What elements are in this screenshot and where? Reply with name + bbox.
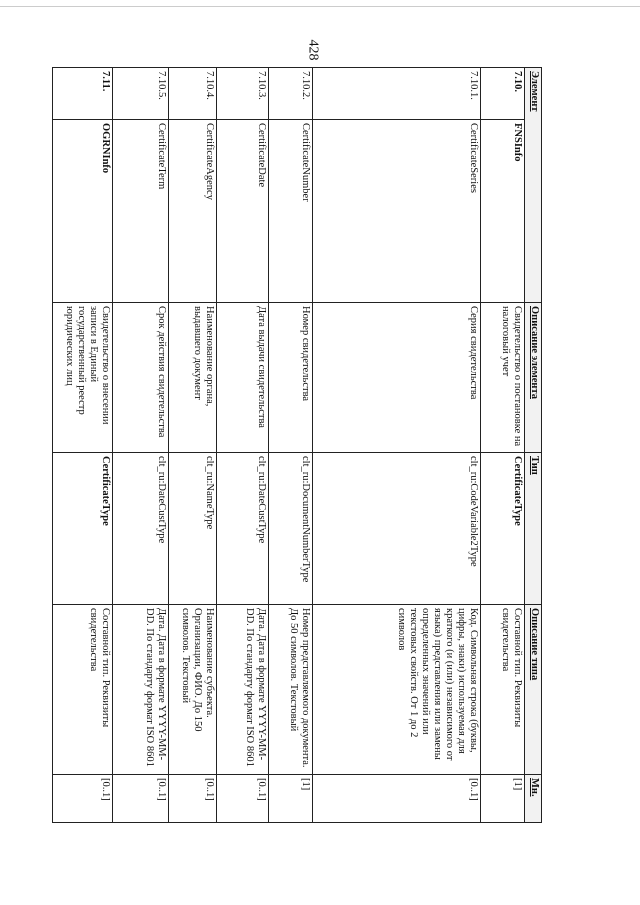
row-element-name: OGRNInfo [53,120,113,303]
row-element-name: CertificateSeries [313,120,481,303]
row-number: 7.10.3. [217,68,269,120]
row-element-name: CertificateAgency [169,120,217,303]
row-type: clt_ru:DateCustType [113,453,169,605]
row-multiplicity: [0..1] [113,775,169,823]
row-type: CertificateType [53,453,113,605]
page-number: 428 [305,39,321,61]
table-row [53,68,113,823]
row-number: 7.10. [481,68,525,120]
row-type-description: Код. Символьная строка (буквы, цифры, знаки) используемая для краткого (и (или) независимого от языка) представления или замены определенных значений или текстовых свойств. От 1 до 2 символов [313,605,481,775]
row-multiplicity: [1] [269,775,313,823]
schema-table [52,67,542,823]
row-element-name: FNSInfo [481,120,525,303]
row-element-name: CertificateNumber [269,120,313,303]
header-element-description: Описание элемента [525,303,542,453]
table-row [169,68,217,823]
table-header-row [525,68,542,823]
row-number: 7.10.5. [113,68,169,120]
row-type: clt_ru:CodeVariable2Type [313,453,481,605]
row-type-description: Составной тип. Реквизиты свидетельства [53,605,113,775]
scan-edge-line [0,6,640,7]
row-type: CertificateType [481,453,525,605]
row-multiplicity: [1] [481,775,525,823]
row-type: clt_ru:NameType [169,453,217,605]
header-type-description: Описание типа [525,605,542,775]
row-number: 7.11. [53,68,113,120]
row-element-description: Номер свидетельства [269,303,313,453]
row-type-description: Составной тип. Реквизиты свидетельства [481,605,525,775]
row-multiplicity: [0..1] [169,775,217,823]
row-multiplicity: [0..1] [313,775,481,823]
row-element-description: Свидетельство о постановке на налоговый учет [481,303,525,453]
row-element-name: CertificateTerm [113,120,169,303]
row-type-description: Дата. Дата в формате YYYY-MM-DD. По стандарту формат ISO 8601 [113,605,169,775]
row-element-description: Наименование органа, выдавшего документ [169,303,217,453]
row-element-description: Дата выдачи свидетельства [217,303,269,453]
row-type-description: Номер представляемого документа. До 50 символов. Текстовый [269,605,313,775]
row-type-description: Дата. Дата в формате YYYY-MM-DD. По стандарту формат ISO 8601 [217,605,269,775]
header-multiplicity: Мн. [525,775,542,823]
row-element-name: CertificateDate [217,120,269,303]
header-type: Тип [525,453,542,605]
row-multiplicity: [0..1] [217,775,269,823]
table-row [313,68,481,823]
row-element-description: Серия свидетельства [313,303,481,453]
table-row [269,68,313,823]
table-row [481,68,525,823]
table-row [217,68,269,823]
row-type-description: Наименование субъекта. Организации, ФИО. До 150 символов. Текстовый [169,605,217,775]
row-element-description: Свидетельство о внесении записи в Единый государственный реестр юридических лиц [53,303,113,453]
row-number: 7.10.4. [169,68,217,120]
header-element: Элемент [525,68,542,303]
table-row [113,68,169,823]
rotated-table-container [64,67,542,822]
row-type: clt_ru:DocumentNumberType [269,453,313,605]
row-number: 7.10.2. [269,68,313,120]
row-number: 7.10.1. [313,68,481,120]
row-type: clt_ru:DateCustType [217,453,269,605]
row-element-description: Срок действия свидетельства [113,303,169,453]
row-multiplicity: [0..1] [53,775,113,823]
